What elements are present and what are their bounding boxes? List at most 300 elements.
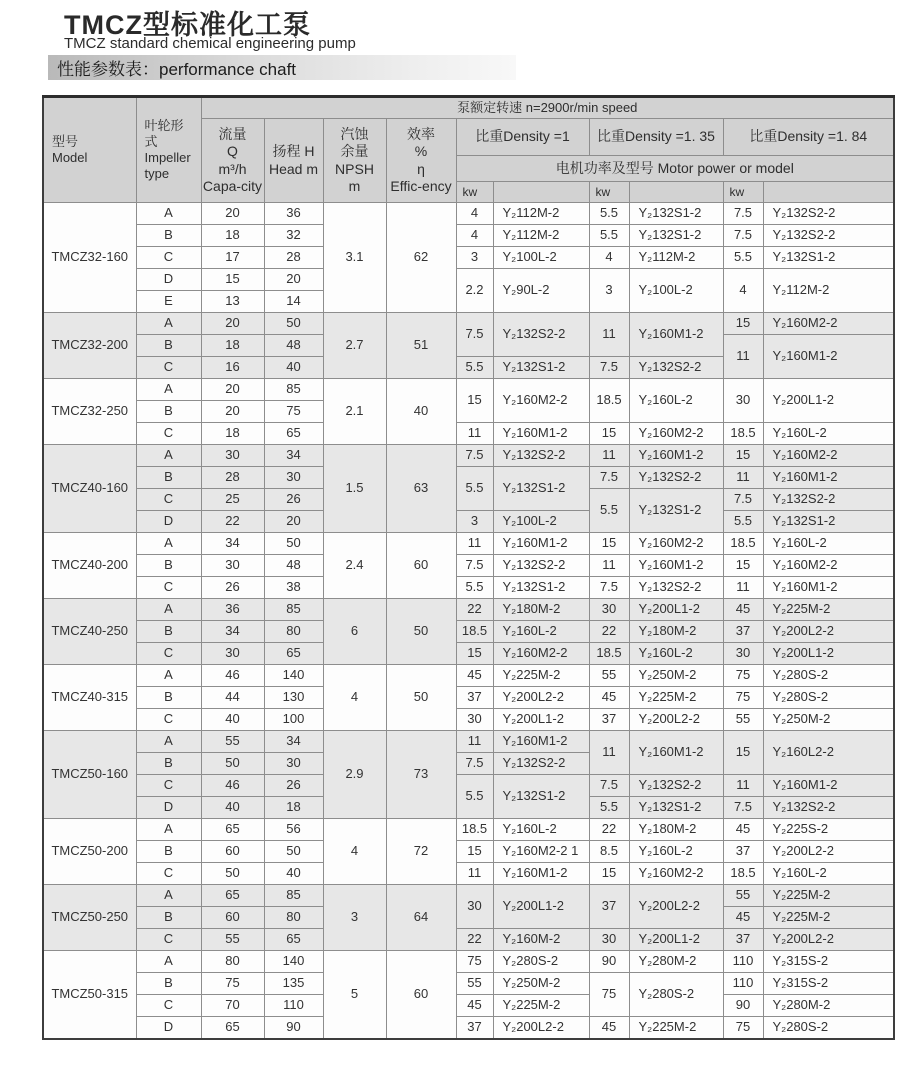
cell-motor-model: Y₂280S-2 — [763, 665, 894, 687]
cell-motor-model: Y₂160M1-2 — [629, 313, 723, 357]
cell-efficiency: 60 — [386, 533, 456, 599]
table-row — [43, 1017, 894, 1040]
kw-model-blank-2 — [629, 182, 723, 203]
cell-motor-kw: 75 — [589, 973, 629, 1017]
table-row — [43, 841, 894, 863]
cell-head: 40 — [264, 863, 323, 885]
cell-motor-kw: 18.5 — [723, 533, 763, 555]
cell-motor-kw: 3 — [589, 269, 629, 313]
cell-motor-model: Y₂132S1-2 — [763, 247, 894, 269]
cell-head: 20 — [264, 511, 323, 533]
cell-flow: 60 — [201, 907, 264, 929]
cell-motor-kw: 55 — [723, 885, 763, 907]
col-header-npsh — [323, 119, 386, 203]
cell-flow: 46 — [201, 665, 264, 687]
kw-header-1: kw — [456, 182, 493, 203]
cell-impeller-type: A — [136, 731, 201, 753]
cell-flow: 30 — [201, 643, 264, 665]
cell-flow: 13 — [201, 291, 264, 313]
cell-efficiency: 62 — [386, 203, 456, 313]
cell-motor-kw: 7.5 — [589, 577, 629, 599]
flow-header-sym: Q — [227, 143, 238, 159]
cell-motor-kw: 18.5 — [456, 819, 493, 841]
cell-motor-kw: 30 — [589, 599, 629, 621]
cell-npsh: 2.1 — [323, 379, 386, 445]
cell-impeller-type: B — [136, 753, 201, 775]
cell-motor-model: Y₂180M-2 — [493, 599, 589, 621]
cell-flow: 40 — [201, 797, 264, 819]
cell-flow: 34 — [201, 621, 264, 643]
cell-motor-kw: 4 — [589, 247, 629, 269]
cell-motor-model: Y₂132S1-2 — [629, 225, 723, 247]
cell-npsh: 6 — [323, 599, 386, 665]
cell-motor-kw: 30 — [723, 643, 763, 665]
cell-flow: 20 — [201, 203, 264, 225]
cell-motor-kw: 5.5 — [456, 357, 493, 379]
cell-impeller-type: B — [136, 335, 201, 357]
page-title-en: TMCZ standard chemical engineering pump — [64, 35, 356, 52]
cell-head: 36 — [264, 203, 323, 225]
cell-head: 75 — [264, 401, 323, 423]
cell-motor-kw: 8.5 — [589, 841, 629, 863]
cell-motor-kw: 37 — [723, 841, 763, 863]
cell-impeller-type: C — [136, 995, 201, 1017]
cell-pump-model: TMCZ40-200 — [43, 533, 136, 599]
cell-motor-model: Y₂160L-2 — [493, 621, 589, 643]
cell-npsh: 1.5 — [323, 445, 386, 533]
cell-flow: 20 — [201, 379, 264, 401]
model-header-cn: 型号 — [52, 133, 79, 149]
cell-npsh: 2.4 — [323, 533, 386, 599]
cell-head: 30 — [264, 753, 323, 775]
cell-impeller-type: C — [136, 709, 201, 731]
cell-head: 80 — [264, 907, 323, 929]
cell-efficiency: 64 — [386, 885, 456, 951]
section-heading-text: 性能参数表：performance chaft — [57, 60, 297, 79]
table-row — [43, 599, 894, 621]
kw-header-3: kw — [723, 182, 763, 203]
cell-motor-model: Y₂132S2-2 — [493, 555, 589, 577]
cell-motor-kw: 11 — [589, 313, 629, 357]
cell-pump-model: TMCZ50-200 — [43, 819, 136, 885]
cell-pump-model: TMCZ32-250 — [43, 379, 136, 445]
cell-motor-kw: 75 — [723, 687, 763, 709]
cell-head: 56 — [264, 819, 323, 841]
eff-header-en: Effic-ency — [390, 178, 452, 194]
cell-motor-model: Y₂132S2-2 — [493, 753, 589, 775]
cell-head: 110 — [264, 995, 323, 1017]
cell-motor-kw: 11 — [456, 731, 493, 753]
cell-motor-kw: 45 — [723, 819, 763, 841]
cell-motor-kw: 5.5 — [456, 775, 493, 819]
cell-motor-kw: 37 — [456, 687, 493, 709]
table-row — [43, 819, 894, 841]
cell-motor-model: Y₂250M-2 — [629, 665, 723, 687]
cell-motor-kw: 7.5 — [723, 489, 763, 511]
npsh-header-cn2: 余量 — [340, 143, 369, 159]
cell-motor-kw: 7.5 — [723, 797, 763, 819]
cell-motor-model: Y₂160L2-2 — [763, 731, 894, 775]
cell-motor-kw: 55 — [723, 709, 763, 731]
cell-motor-kw: 18.5 — [589, 379, 629, 423]
cell-motor-kw: 37 — [589, 885, 629, 929]
cell-efficiency: 60 — [386, 951, 456, 1040]
cell-flow: 70 — [201, 995, 264, 1017]
cell-head: 65 — [264, 929, 323, 951]
cell-impeller-type: D — [136, 1017, 201, 1040]
table-row — [43, 467, 894, 489]
cell-motor-kw: 37 — [589, 709, 629, 731]
cell-motor-model: Y₂160M1-2 — [493, 423, 589, 445]
table-row — [43, 775, 894, 797]
cell-npsh: 3 — [323, 885, 386, 951]
cell-impeller-type: A — [136, 533, 201, 555]
table-row — [43, 929, 894, 951]
cell-flow: 75 — [201, 973, 264, 995]
cell-flow: 22 — [201, 511, 264, 533]
cell-efficiency: 63 — [386, 445, 456, 533]
cell-motor-model: Y₂160M1-2 — [629, 445, 723, 467]
cell-flow: 20 — [201, 313, 264, 335]
cell-motor-model: Y₂200L2-2 — [763, 621, 894, 643]
table-row — [43, 511, 894, 533]
cell-motor-model: Y₂250M-2 — [763, 709, 894, 731]
cell-pump-model: TMCZ50-160 — [43, 731, 136, 819]
cell-motor-kw: 55 — [589, 665, 629, 687]
cell-motor-kw: 18.5 — [723, 863, 763, 885]
cell-impeller-type: B — [136, 841, 201, 863]
cell-flow: 46 — [201, 775, 264, 797]
cell-pump-model: TMCZ40-250 — [43, 599, 136, 665]
cell-motor-model: Y₂132S2-2 — [629, 357, 723, 379]
cell-impeller-type: A — [136, 665, 201, 687]
cell-motor-model: Y₂132S2-2 — [763, 797, 894, 819]
cell-head: 135 — [264, 973, 323, 995]
cell-motor-model: Y₂200L1-2 — [763, 643, 894, 665]
cell-motor-kw: 11 — [456, 423, 493, 445]
cell-motor-model: Y₂200L2-2 — [493, 1017, 589, 1040]
cell-motor-kw: 5.5 — [589, 797, 629, 819]
density-1-84-header: 比重Density =1. 84 — [723, 119, 894, 156]
cell-flow: 34 — [201, 533, 264, 555]
cell-impeller-type: B — [136, 467, 201, 489]
cell-motor-model: Y₂225M-2 — [629, 1017, 723, 1040]
cell-motor-kw: 22 — [589, 621, 629, 643]
cell-impeller-type: C — [136, 643, 201, 665]
cell-motor-kw: 11 — [723, 775, 763, 797]
cell-motor-model: Y₂160L-2 — [629, 379, 723, 423]
table-row — [43, 577, 894, 599]
cell-motor-model: Y₂315S-2 — [763, 951, 894, 973]
cell-impeller-type: B — [136, 555, 201, 577]
cell-impeller-type: D — [136, 269, 201, 291]
rated-speed-band: 泵额定转速 n=2900r/min speed — [201, 97, 894, 119]
cell-motor-model: Y₂200L1-2 — [493, 709, 589, 731]
performance-table — [42, 95, 895, 1040]
cell-motor-kw: 2.2 — [456, 269, 493, 313]
cell-motor-kw: 5.5 — [589, 225, 629, 247]
cell-motor-model: Y₂112M-2 — [493, 225, 589, 247]
cell-head: 20 — [264, 269, 323, 291]
cell-flow: 20 — [201, 401, 264, 423]
cell-motor-model: Y₂100L-2 — [493, 511, 589, 533]
cell-motor-kw: 4 — [456, 225, 493, 247]
cell-impeller-type: A — [136, 313, 201, 335]
cell-efficiency: 73 — [386, 731, 456, 819]
cell-pump-model: TMCZ50-315 — [43, 951, 136, 1040]
cell-impeller-type: E — [136, 291, 201, 313]
cell-motor-kw: 7.5 — [456, 753, 493, 775]
cell-motor-kw: 55 — [456, 973, 493, 995]
cell-motor-kw: 37 — [723, 621, 763, 643]
cell-motor-kw: 110 — [723, 973, 763, 995]
cell-motor-model: Y₂160M2-2 — [763, 313, 894, 335]
cell-motor-kw: 7.5 — [589, 357, 629, 379]
col-header-efficiency — [386, 119, 456, 203]
kw-header-2: kw — [589, 182, 629, 203]
table-body — [43, 203, 894, 1040]
cell-motor-kw: 11 — [589, 555, 629, 577]
cell-motor-kw: 15 — [456, 841, 493, 863]
cell-motor-model: Y₂180M-2 — [629, 621, 723, 643]
npsh-header-cn1: 汽蚀 — [340, 125, 369, 142]
cell-impeller-type: A — [136, 819, 201, 841]
cell-motor-model: Y₂160L-2 — [629, 841, 723, 863]
cell-motor-kw: 45 — [456, 665, 493, 687]
cell-motor-kw: 11 — [456, 863, 493, 885]
table-row — [43, 313, 894, 335]
cell-motor-kw: 11 — [589, 445, 629, 467]
table-row — [43, 621, 894, 643]
table-header — [43, 97, 894, 203]
cell-motor-kw: 15 — [589, 423, 629, 445]
cell-flow: 18 — [201, 335, 264, 357]
cell-motor-kw: 11 — [456, 533, 493, 555]
cell-head: 130 — [264, 687, 323, 709]
npsh-header-abbr: NPSH — [335, 160, 374, 177]
cell-motor-model: Y₂132S2-2 — [763, 489, 894, 511]
density-1-header: 比重Density =1 — [456, 119, 589, 156]
cell-motor-kw: 30 — [456, 709, 493, 731]
cell-impeller-type: A — [136, 599, 201, 621]
cell-impeller-type: A — [136, 379, 201, 401]
cell-motor-kw: 5.5 — [456, 467, 493, 511]
cell-flow: 55 — [201, 731, 264, 753]
cell-motor-model: Y₂280M-2 — [763, 995, 894, 1017]
cell-motor-kw: 45 — [589, 687, 629, 709]
cell-motor-model: Y₂225M-2 — [763, 885, 894, 907]
cell-pump-model: TMCZ50-250 — [43, 885, 136, 951]
cell-flow: 30 — [201, 445, 264, 467]
cell-impeller-type: A — [136, 885, 201, 907]
cell-flow: 28 — [201, 467, 264, 489]
cell-motor-kw: 5.5 — [589, 489, 629, 533]
table-row — [43, 203, 894, 225]
table-row — [43, 555, 894, 577]
flow-header-en: Capa-city — [202, 178, 263, 194]
cell-motor-kw: 15 — [723, 731, 763, 775]
cell-motor-model: Y₂200L2-2 — [763, 929, 894, 951]
cell-motor-kw: 110 — [723, 951, 763, 973]
cell-motor-model: Y₂160L-2 — [763, 863, 894, 885]
kw-model-blank-3 — [763, 182, 894, 203]
cell-motor-kw: 5.5 — [589, 203, 629, 225]
cell-motor-model: Y₂90L-2 — [493, 269, 589, 313]
cell-motor-model: Y₂100L-2 — [629, 269, 723, 313]
cell-impeller-type: A — [136, 445, 201, 467]
table-row — [43, 269, 894, 291]
col-header-head — [264, 119, 323, 203]
cell-motor-kw: 18.5 — [589, 643, 629, 665]
cell-motor-model: Y₂160M2-2 — [493, 643, 589, 665]
cell-motor-kw: 90 — [589, 951, 629, 973]
table-row — [43, 885, 894, 907]
cell-impeller-type: C — [136, 775, 201, 797]
head-header-en: Head m — [268, 160, 319, 177]
cell-motor-model: Y₂160M1-2 — [629, 555, 723, 577]
cell-efficiency: 51 — [386, 313, 456, 379]
cell-motor-model: Y₂132S2-2 — [763, 203, 894, 225]
table-row — [43, 423, 894, 445]
cell-motor-kw: 30 — [456, 885, 493, 929]
cell-flow: 65 — [201, 819, 264, 841]
cell-motor-model: Y₂132S2-2 — [493, 445, 589, 467]
cell-motor-model: Y₂200L1-2 — [493, 885, 589, 929]
table-row — [43, 731, 894, 753]
cell-impeller-type: D — [136, 511, 201, 533]
cell-motor-model: Y₂200L2-2 — [629, 885, 723, 929]
cell-motor-kw: 45 — [723, 599, 763, 621]
cell-head: 65 — [264, 423, 323, 445]
table-row — [43, 445, 894, 467]
table-row — [43, 951, 894, 973]
cell-motor-model: Y₂225M-2 — [493, 665, 589, 687]
cell-motor-model: Y₂160M1-2 — [763, 335, 894, 379]
page-title-cn: TMCZ型标准化工泵 — [64, 10, 311, 40]
cell-motor-kw: 11 — [723, 335, 763, 379]
cell-head: 80 — [264, 621, 323, 643]
cell-head: 100 — [264, 709, 323, 731]
cell-head: 48 — [264, 335, 323, 357]
cell-motor-model: Y₂132S2-2 — [629, 775, 723, 797]
cell-motor-kw: 5.5 — [456, 577, 493, 599]
cell-motor-model: Y₂280S-2 — [763, 1017, 894, 1040]
table-row — [43, 665, 894, 687]
head-header-cn: 扬程 H — [272, 143, 315, 159]
cell-motor-model: Y₂132S1-2 — [629, 797, 723, 819]
cell-motor-kw: 7.5 — [723, 203, 763, 225]
cell-motor-model: Y₂160M2-2 — [629, 533, 723, 555]
cell-motor-model: Y₂180M-2 — [629, 819, 723, 841]
cell-motor-kw: 3 — [456, 247, 493, 269]
cell-motor-kw: 7.5 — [723, 225, 763, 247]
cell-motor-model: Y₂280M-2 — [629, 951, 723, 973]
impeller-header-en: Impeller type — [144, 150, 191, 182]
impeller-header-cn: 叶轮形式 — [144, 117, 184, 149]
cell-head: 90 — [264, 1017, 323, 1040]
cell-motor-model: Y₂132S1-2 — [493, 577, 589, 599]
cell-motor-kw: 7.5 — [456, 313, 493, 357]
col-header-flow — [201, 119, 264, 203]
cell-impeller-type: D — [136, 797, 201, 819]
cell-pump-model: TMCZ32-200 — [43, 313, 136, 379]
cell-motor-model: Y₂112M-2 — [763, 269, 894, 313]
cell-motor-kw: 3 — [456, 511, 493, 533]
cell-impeller-type: B — [136, 973, 201, 995]
cell-head: 50 — [264, 533, 323, 555]
cell-pump-model: TMCZ40-315 — [43, 665, 136, 731]
cell-motor-model: Y₂132S1-2 — [493, 467, 589, 511]
cell-impeller-type: B — [136, 621, 201, 643]
cell-impeller-type: C — [136, 577, 201, 599]
cell-flow: 16 — [201, 357, 264, 379]
cell-motor-kw: 4 — [723, 269, 763, 313]
cell-motor-model: Y₂160L-2 — [763, 533, 894, 555]
cell-npsh: 5 — [323, 951, 386, 1040]
cell-motor-model: Y₂200L1-2 — [629, 929, 723, 951]
cell-head: 26 — [264, 489, 323, 511]
cell-npsh: 3.1 — [323, 203, 386, 313]
table-row — [43, 643, 894, 665]
cell-motor-kw: 18.5 — [456, 621, 493, 643]
cell-motor-model: Y₂160M2-2 — [629, 423, 723, 445]
cell-flow: 40 — [201, 709, 264, 731]
cell-motor-model: Y₂225S-2 — [763, 819, 894, 841]
cell-motor-model: Y₂132S1-2 — [629, 489, 723, 533]
cell-motor-model: Y₂225M-2 — [763, 907, 894, 929]
cell-motor-model: Y₂132S1-2 — [493, 775, 589, 819]
cell-flow: 17 — [201, 247, 264, 269]
cell-head: 34 — [264, 445, 323, 467]
cell-motor-model: Y₂132S1-2 — [493, 357, 589, 379]
motor-power-header: 电机功率及型号 Motor power or model — [456, 156, 894, 182]
cell-motor-kw: 30 — [589, 929, 629, 951]
cell-motor-model: Y₂250M-2 — [493, 973, 589, 995]
cell-motor-kw: 11 — [723, 577, 763, 599]
col-header-model — [43, 97, 136, 203]
cell-motor-kw: 7.5 — [456, 555, 493, 577]
cell-efficiency: 72 — [386, 819, 456, 885]
eff-header-sym: η — [417, 160, 425, 177]
table-row — [43, 533, 894, 555]
cell-motor-kw: 45 — [589, 1017, 629, 1040]
cell-flow: 25 — [201, 489, 264, 511]
table-row — [43, 379, 894, 401]
cell-motor-kw: 15 — [723, 313, 763, 335]
cell-flow: 65 — [201, 885, 264, 907]
flow-header-unit: m³/h — [218, 160, 247, 177]
cell-impeller-type: C — [136, 423, 201, 445]
cell-motor-model: Y₂225M-2 — [763, 599, 894, 621]
cell-efficiency: 50 — [386, 665, 456, 731]
cell-flow: 50 — [201, 863, 264, 885]
cell-motor-kw: 18.5 — [723, 423, 763, 445]
cell-head: 140 — [264, 665, 323, 687]
cell-motor-kw: 90 — [723, 995, 763, 1017]
cell-motor-kw: 15 — [723, 445, 763, 467]
cell-flow: 18 — [201, 423, 264, 445]
cell-motor-model: Y₂160M2-2 — [763, 555, 894, 577]
cell-motor-model: Y₂160M1-2 — [493, 863, 589, 885]
cell-motor-kw: 15 — [723, 555, 763, 577]
kw-model-blank-1 — [493, 182, 589, 203]
table-row — [43, 995, 894, 1017]
cell-motor-model: Y₂132S2-2 — [493, 313, 589, 357]
table-row — [43, 247, 894, 269]
cell-impeller-type: B — [136, 907, 201, 929]
cell-head: 28 — [264, 247, 323, 269]
cell-head: 34 — [264, 731, 323, 753]
